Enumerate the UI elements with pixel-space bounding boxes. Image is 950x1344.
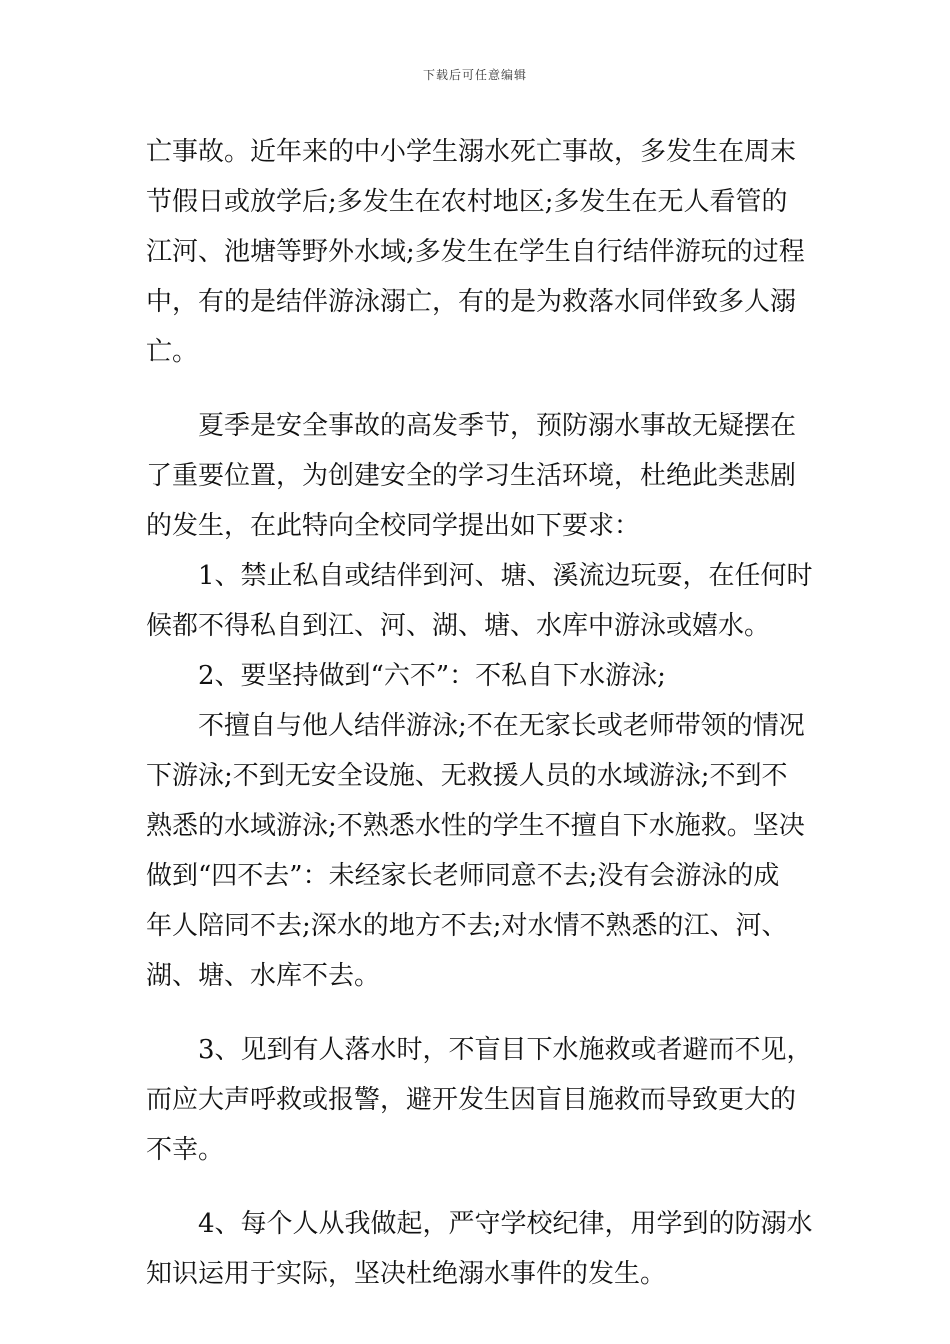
paragraph-5: [146, 701, 806, 1001]
paragraph-spacing: [146, 1001, 806, 1025]
text-line: 1、禁止私自或结伴到河、塘、溪流边玩耍，在任何时: [198, 561, 813, 591]
text-line: 候都不得私自到江、河、湖、塘、水库中游泳或嬉水。: [146, 611, 771, 641]
text-line: 年人陪同不去;深水的地方不去;对水情不熟悉的江、河、: [146, 911, 788, 941]
page-header: 下载后可任意编辑: [422, 68, 527, 82]
paragraph-4: [146, 651, 806, 701]
paragraph-7: [146, 1199, 813, 1299]
text-line: 亡事故。近年来的中小学生溺水死亡事故，多发生在周末: [146, 137, 797, 167]
text-line: 湖、塘、水库不去。: [146, 961, 381, 991]
text-line: 3、见到有人落水时，不盲目下水施救或者避而不见，: [198, 1035, 813, 1065]
text-line: 做到“四不去”：未经家长老师同意不去;没有会游泳的成: [146, 861, 780, 891]
text-line: 了重要位置，为创建安全的学习生活环境，杜绝此类悲剧: [146, 461, 797, 491]
text-line: 亡。: [146, 337, 199, 367]
paragraph-6: [146, 1025, 813, 1175]
text-line: 中，有的是结伴游泳溺亡，有的是为救落水同伴致多人溺: [146, 287, 797, 317]
text-line: 江河、池塘等野外水域;多发生在学生自行结伴游玩的过程: [146, 237, 805, 267]
text-line: 知识运用于实际，坚决杜绝溺水事件的发生。: [146, 1259, 667, 1289]
text-line: 夏季是安全事故的高发季节，预防溺水事故无疑摆在: [198, 411, 797, 441]
text-line: 4、每个人从我做起，严守学校纪律，用学到的防溺水: [198, 1209, 813, 1239]
paragraph-1: [146, 127, 806, 377]
text-line: 而应大声呼救或报警，避开发生因盲目施救而导致更大的: [146, 1085, 797, 1115]
text-line: 熟悉的水域游泳;不熟悉水性的学生不擅自下水施救。坚决: [146, 811, 805, 841]
text-line: 下游泳;不到无安全设施、无救援人员的水域游泳;不到不: [146, 761, 788, 791]
paragraph-2: [146, 401, 806, 551]
document-body: [146, 127, 813, 1299]
paragraph-3: [146, 551, 813, 651]
text-line: 的发生，在此特向全校同学提出如下要求：: [146, 511, 641, 541]
paragraph-spacing: [146, 1175, 806, 1199]
text-line: 节假日或放学后;多发生在农村地区;多发生在无人看管的: [146, 187, 788, 217]
text-line: 不幸。: [146, 1135, 225, 1165]
text-line: 2、要坚持做到“六不”：不私自下水游泳;: [198, 661, 666, 691]
paragraph-spacing: [146, 377, 806, 401]
text-line: 不擅自与他人结伴游泳;不在无家长或老师带领的情况: [198, 711, 805, 741]
